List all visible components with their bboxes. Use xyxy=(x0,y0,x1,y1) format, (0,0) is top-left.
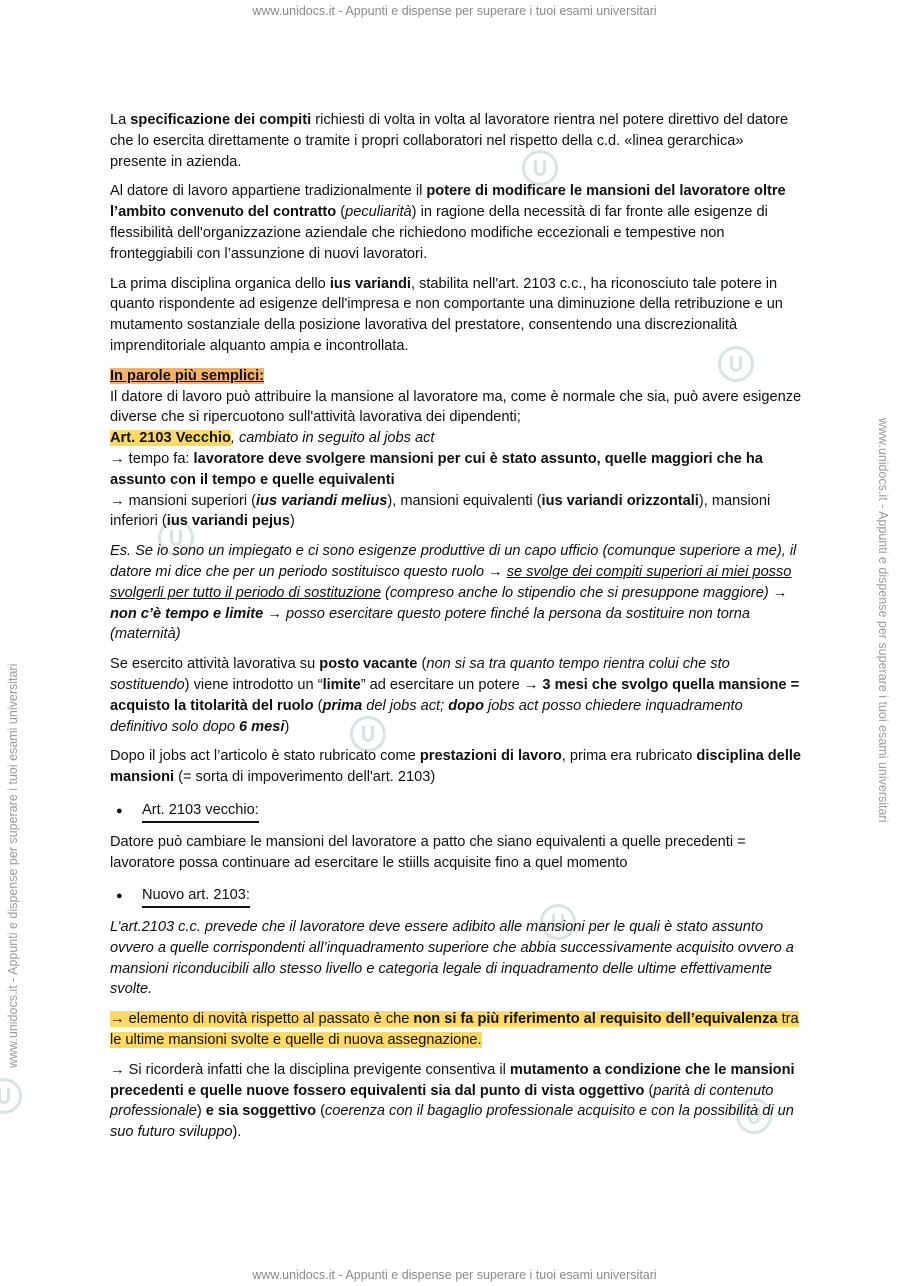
text: , stabilita nell'art. 2103 c.c., ha riconosciuto tale potere in quanto rispondente ad esigenze dell'impresa e non comportante una diminuzione della retribuzione e un mutamento sostanziale della posizione lavorativa del prestatore, consentendo una discrezionalità imprenditoriale alquanto ampia e incontrollata. xyxy=(110,275,783,354)
text: tra le ultime mansioni svolte e quelle di nuova assegnazione. xyxy=(110,1011,799,1049)
italic-text: L’art.2103 c.c. prevede che il lavoratore deve essere adibito alle mansioni per le quali è stato assunto ovvero a quelle corrispondenti all’inquadramento superiore che abbia successivamente acquisito ovvero a mansioni riconducibili allo stesso livello e categoria legale di inquadramento delle ultime effettivamente svolte. xyxy=(110,919,794,998)
paragraph-parole-semplici xyxy=(110,366,802,532)
watermark-side-left: www.unidocs.it - Appunti e dispense per superare i tuoi esami universitari xyxy=(6,663,20,1068)
text: La xyxy=(110,112,131,128)
italic-text: , cambiato in seguito al jobs act xyxy=(230,430,435,447)
italic-text: → posso esercitare questo potere finché la persona da sostituire non torna (maternità) xyxy=(110,605,751,643)
text: ) xyxy=(196,1103,206,1120)
bold-italic-text: 6 mesi xyxy=(239,718,285,735)
watermark-header: www.unidocs.it - Appunti e dispense per superare i tuoi esami universitari xyxy=(252,4,657,18)
text: ). xyxy=(232,1124,242,1141)
paragraph-esempio xyxy=(110,541,802,645)
bullet-label: Art. 2103 vecchio: xyxy=(142,800,259,823)
bullet-icon xyxy=(110,800,142,822)
bold-italic-text: dopo xyxy=(448,697,484,714)
text: ) viene introdotto un “ xyxy=(184,676,323,693)
italic-text: coerenza con il bagaglio professionale acquisito e con la possibilità di un suo futuro sviluppo xyxy=(110,1103,794,1141)
text: , prima era rubricato xyxy=(561,748,697,765)
italic-text: (compreso anche lo stipendio che si presuppone maggiore) → xyxy=(380,584,788,601)
paragraph-ius-variandi xyxy=(110,274,802,357)
paragraph-potere xyxy=(110,181,802,264)
unidocs-logo-icon xyxy=(0,1078,22,1114)
italic-text: jobs act posso chiedere inquadramento definitivo solo dopo xyxy=(110,697,743,735)
bold-text: mutamento a condizione che le mansioni precedenti e quelle nuove fossero equivalenti sia dal punto di vista oggettivo xyxy=(110,1061,795,1099)
text: ( xyxy=(336,204,346,221)
italic-text: del jobs act; xyxy=(362,697,449,714)
bold-text: lavoratore deve svolgere mansioni per cui è stato assunto, quelle maggiori che ha assunto con il tempo e quelle equivalenti xyxy=(110,450,763,488)
watermark-side-right: www.unidocs.it - Appunti e dispense per superare i tuoi esami universitari xyxy=(876,418,890,823)
text: → Si ricorderà infatti che la disciplina previgente consentiva il xyxy=(110,1061,510,1078)
bold-text: limite xyxy=(322,676,361,693)
text: → tempo fa: xyxy=(110,450,194,467)
bold-text: ius variandi orizzontali xyxy=(541,492,699,509)
text: ( xyxy=(644,1082,654,1099)
bold-text: disciplina delle mansioni xyxy=(110,748,802,786)
text: Al datore di lavoro appartiene tradizionalmente il xyxy=(110,183,427,200)
italic-text: parità di contenuto professionale xyxy=(110,1082,774,1120)
bold-text: potere di modificare le mansioni del lavoratore oltre l’ambito convenuto del contratto xyxy=(110,183,786,221)
text: ), mansioni equivalenti ( xyxy=(387,492,542,509)
underlined-text: se svolge dei compiti superiori ai miei posso svolgerli per tutto il periodo di sostituzione xyxy=(110,563,792,601)
watermark-footer: www.unidocs.it - Appunti e dispense per superare i tuoi esami universitari xyxy=(252,1268,657,1282)
paragraph-novita xyxy=(110,1009,802,1051)
text: → elemento di novità rispetto al passato è che xyxy=(110,1011,414,1028)
bold-text: specificazione dei compiti xyxy=(130,112,312,128)
text: ) xyxy=(290,513,295,530)
bold-text: non si fa più riferimento al requisito dell’equivalenza xyxy=(413,1011,778,1028)
section-heading: In parole più semplici: xyxy=(110,367,265,384)
bold-text: ius variandi pejus xyxy=(166,513,291,530)
text: ) in ragione della necessità di far fronte alle esigenze di flessibilità dell'organizzazione aziendale che richiedono modifiche eccezionali e tempestive non fronteggiabili con l’assunzione di nuovi lavoratori. xyxy=(110,204,768,262)
paragraph-nuovo xyxy=(110,917,802,1000)
text: Il datore di lavoro può attribuire la mansione al lavoratore ma, come è normale che sia, può avere esigenze diverse che si ripercuotono sull'attività lavorativa dei dipendenti; xyxy=(110,388,802,426)
bullet-icon xyxy=(110,885,142,907)
bold-text: posto vacante xyxy=(319,656,418,673)
paragraph-specificazione xyxy=(110,110,802,172)
bold-italic-text: ius variandi melius xyxy=(256,492,388,509)
paragraph-vecchio: Datore può cambiare le mansioni del lavoratore a patto che siano equivalenti a quelle precedenti = lavoratore possa continuare ad esercitare le stiills acquisite fino a quel momento xyxy=(110,833,746,871)
text: ” ad esercitare un potere → xyxy=(360,676,543,693)
bold-text: e sia soggettivo xyxy=(205,1103,317,1120)
document-body xyxy=(110,110,802,1152)
text: Se esercito attività lavorativa su xyxy=(110,656,320,673)
paragraph-jobs-act xyxy=(110,746,802,788)
list-item xyxy=(110,885,802,908)
bold-italic-text: prima xyxy=(322,697,363,714)
list-item xyxy=(110,800,802,823)
text: (= sorta di impoverimento dell'art. 2103) xyxy=(174,769,436,786)
bullet-label: Nuovo art. 2103: xyxy=(142,885,250,908)
text: ( xyxy=(313,697,323,714)
paragraph-previgente xyxy=(110,1060,802,1143)
bold-italic-text: o xyxy=(304,697,314,714)
text: ( xyxy=(417,656,427,673)
highlight-label: Art. 2103 Vecchio xyxy=(110,430,231,447)
bold-text: prestazioni di lavoro xyxy=(419,748,562,765)
italic-text: Es. Se io sono un impiegato e ci sono esigenze produttive di un capo ufficio (comunque superiore a me), il datore mi dice che per un periodo sostituisco questo ruolo → xyxy=(110,543,797,580)
text: ) xyxy=(284,718,290,735)
bold-text: ius variandi xyxy=(329,275,411,292)
text: Dopo il jobs act l’articolo è stato rubricato come xyxy=(110,748,420,765)
text: La prima disciplina organica dello xyxy=(110,275,330,292)
text: richiesti di volta in volta al lavoratore rientra nel potere direttivo del datore che lo esercita direttamente o tramite i propri collaboratori nel rispetto della c.d. «linea gerarchica» presente in azienda. xyxy=(110,112,789,170)
text: ), mansioni inferiori ( xyxy=(110,492,771,530)
italic-text: non si sa tra quanto tempo rientra colui che sto sostituendo xyxy=(110,656,730,693)
italic-text: peculiarità xyxy=(345,204,412,221)
bold-text: 3 mesi che svolgo quella mansione = acquisto la titolarità del ruol xyxy=(110,676,800,714)
text: ( xyxy=(316,1103,325,1120)
paragraph-posto-vacante xyxy=(110,654,802,737)
text: → mansioni superiori ( xyxy=(110,492,256,509)
bold-italic-text: non c’è tempo e limite xyxy=(110,605,264,622)
